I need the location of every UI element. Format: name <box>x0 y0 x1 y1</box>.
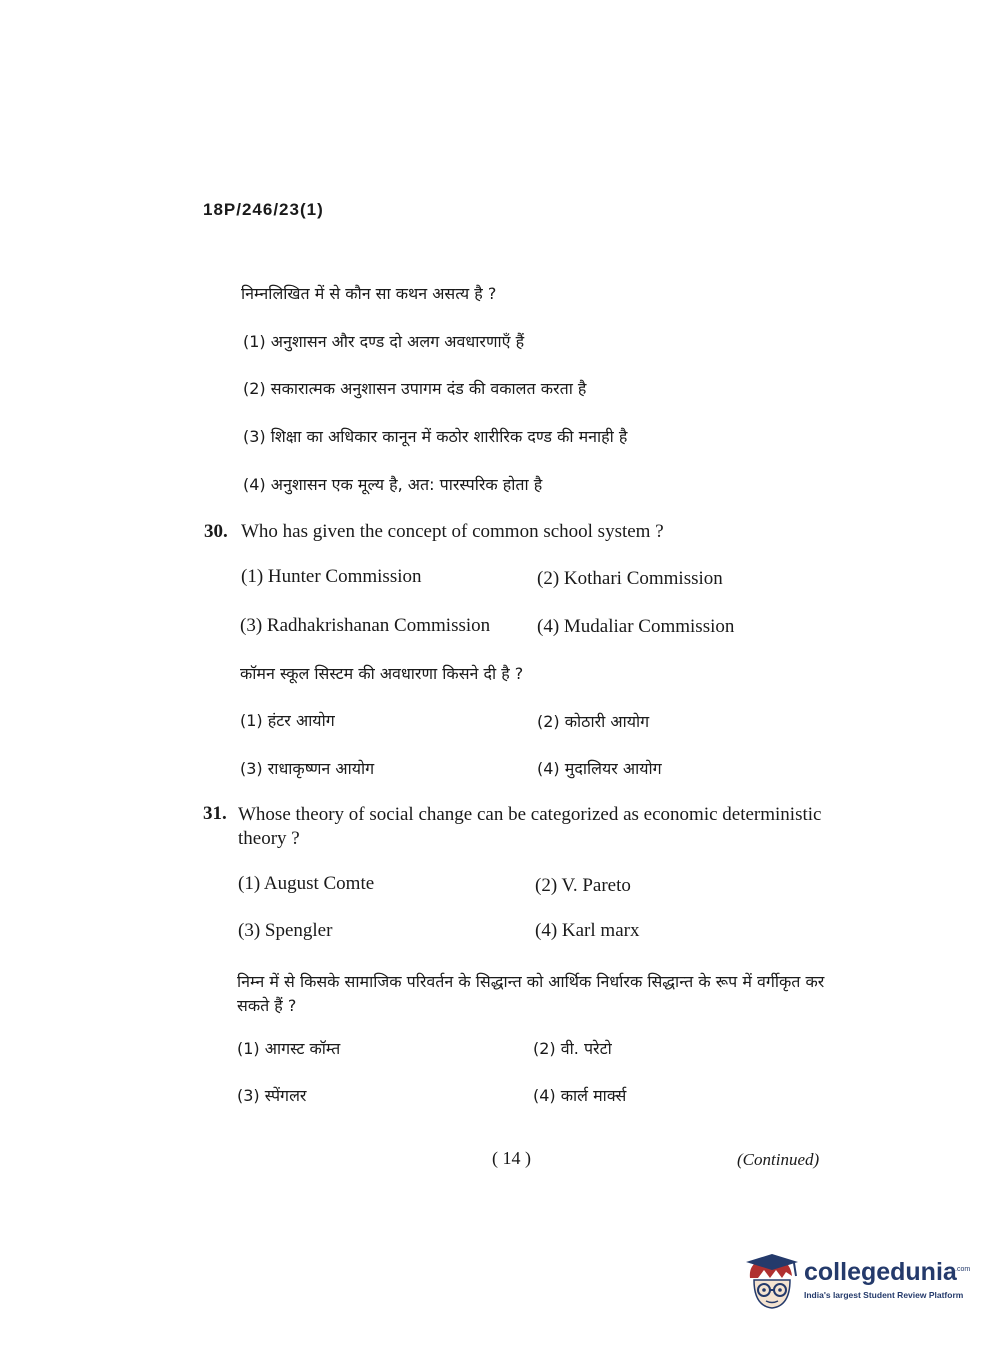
q30-hindi-option-2: (2) कोठारी आयोग <box>537 712 650 731</box>
q30-option-4: (4) Mudaliar Commission <box>537 616 735 637</box>
q30-hindi-option-1: (1) हंटर आयोग <box>240 711 335 730</box>
continued-label: (Continued) <box>737 1150 820 1169</box>
q30-question: Who has given the concept of common school system ? <box>241 521 664 542</box>
q30-option-3: (3) Radhakrishanan Commission <box>240 615 491 636</box>
q31-question: Whose theory of social change can be categorized as economic deterministic theory ? <box>238 804 822 849</box>
paper-code: 18P/246/23(1) <box>203 200 324 219</box>
q29-hindi-option-2: (2) सकारात्मक अनुशासन उपागम दंड की वकालत करता है <box>243 379 587 398</box>
q31-hindi-option-4: (4) कार्ल मार्क्स <box>533 1086 627 1105</box>
q31-option-3: (3) Spengler <box>238 920 333 941</box>
q30-hindi-question: कॉमन स्कूल सिस्टम की अवधारणा किसने दी है ? <box>240 664 524 683</box>
logo-suffix: .com <box>955 1266 971 1273</box>
q29-hindi-option-1: (1) अनुशासन और दण्ड दो अलग अवधारणाएँ हैं <box>243 332 525 351</box>
q30-option-2: (2) Kothari Commission <box>537 568 723 589</box>
q31-hindi-option-1: (1) आगस्ट कॉम्त <box>237 1039 341 1058</box>
q30-hindi-option-3: (3) राधाकृष्णन आयोग <box>240 759 375 778</box>
logo-tagline: India's largest Student Review Platform <box>804 1290 964 1300</box>
q31-number: 31. <box>203 803 227 824</box>
logo-name: collegedunia <box>804 1258 957 1286</box>
q29-hindi-question: निम्नलिखित में से कौन सा कथन असत्य है ? <box>241 284 497 303</box>
mascot-icon <box>742 1252 802 1312</box>
q31-hindi-question: निम्न में से किसके सामाजिक परिवर्तन के सिद्धान्त को आर्थिक निर्धारक सिद्धान्त के रूप में वर्गीकृत कर सकते हैं ? <box>237 972 825 1015</box>
q31-option-1: (1) August Comte <box>238 873 375 894</box>
q31-option-2: (2) V. Pareto <box>535 875 631 896</box>
q30-hindi-option-4: (4) मुदालियर आयोग <box>537 759 662 778</box>
q29-hindi-option-4: (4) अनुशासन एक मूल्य है, अत: पारस्परिक होता है <box>243 475 543 494</box>
q30-number: 30. <box>204 521 228 542</box>
page-number: ( 14 ) <box>492 1148 531 1168</box>
q31-hindi-option-2: (2) वी. परेटो <box>533 1039 612 1058</box>
q31-hindi-option-3: (3) स्पेंगलर <box>237 1086 307 1105</box>
q30-option-1: (1) Hunter Commission <box>241 566 422 587</box>
collegedunia-logo <box>742 1252 972 1312</box>
q31-option-4: (4) Karl marx <box>535 920 640 941</box>
q29-hindi-option-3: (3) शिक्षा का अधिकार कानून में कठोर शारीरिक दण्ड की मनाही है <box>243 427 628 446</box>
